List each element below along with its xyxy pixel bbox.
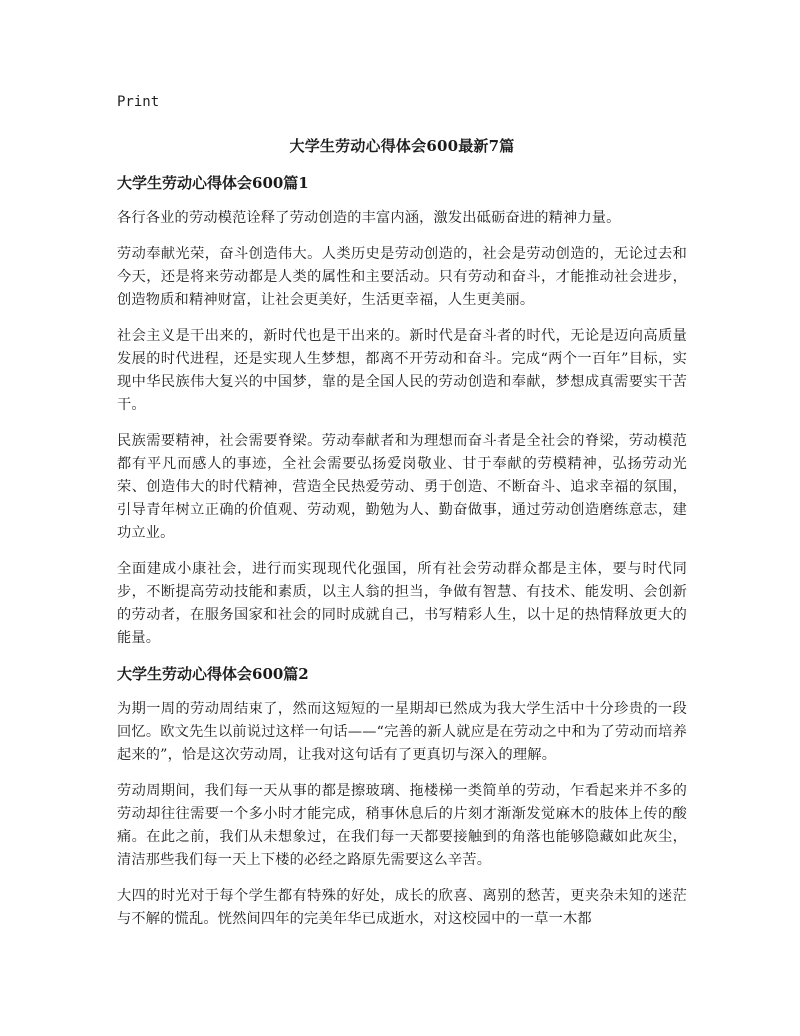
document-title: 大学生劳动心得体会600最新7篇 bbox=[289, 137, 515, 155]
document-body bbox=[117, 172, 687, 944]
print-label: Print bbox=[117, 94, 160, 110]
paragraph: 社会主义是干出来的，新时代也是干出来的。新时代是奋斗者的时代，无论是迈向高质量发展的时代进程，还是实现人生梦想，都离不开劳动和奋斗。完成“两个一百年”目标，实现中华民族伟大复兴的中国梦，靠的是全国人民的劳动创造和奉献，梦想成真需要实干苦干。 bbox=[117, 328, 687, 413]
paragraph: 劳动周期间，我们每一天从事的都是擦玻璃、拖楼梯一类简单的劳动，乍看起来并不多的劳动却往往需要一个多小时才能完成，稍事休息后的片刻才渐渐发觉麻木的肢体上传的酸痛。在此之前，我们从未想象过，在我们每一天都要接触到的角落也能够隐藏如此灰尘，清洁那些我们每一天上下楼的必经之路原先需要这么辛苦。 bbox=[117, 783, 687, 868]
paragraph: 为期一周的劳动周结束了，然而这短短的一星期却已然成为我大学生活中十分珍贵的一段回忆。欧文先生以前说过这样一句话——“完善的新人就应是在劳动之中和为了劳动而培养起来的”，恰是这次劳动周，让我对这句话有了更真切与深入的理解。 bbox=[117, 701, 687, 763]
paragraph: 劳动奉献光荣，奋斗创造伟大。人类历史是劳动创造的，社会是劳动创造的，无论过去和今天，还是将来劳动都是人类的属性和主要活动。只有劳动和奋斗，才能推动社会进步，创造物质和精神财富，让社会更美好，生活更幸福，人生更美丽。 bbox=[117, 246, 687, 308]
paragraph: 民族需要精神，社会需要脊梁。劳动奉献者和为理想而奋斗者是全社会的脊梁，劳动模范都有平凡而感人的事迹，全社会需要弘扬爱岗敬业、甘于奉献的劳模精神，弘扬劳动光荣、创造伟大的时代精神，营造全民热爱劳动、勇于创造、不断奋斗、追求幸福的氛围，引导青年树立正确的价值观、劳动观，勤勉为人、勤奋做事，通过劳动创造磨练意志，建功立业。 bbox=[117, 433, 687, 541]
paragraph: 各行各业的劳动模范诠释了劳动创造的丰富内涵，激发出砥砺奋进的精神力量。 bbox=[117, 210, 621, 226]
paragraph: 大四的时光对于每个学生都有特殊的好处，成长的欣喜、离别的愁苦，更夹杂未知的迷茫与不解的慌乱。恍然间四年的完美年华已成逝水，对这校园中的一草一木都 bbox=[117, 888, 687, 927]
section-1 bbox=[117, 172, 687, 650]
section-heading: 大学生劳动心得体会600篇1 bbox=[117, 174, 309, 192]
section-heading: 大学生劳动心得体会600篇2 bbox=[117, 665, 309, 683]
paragraph: 全面建成小康社会，进行而实现现代化强国，所有社会劳动群众都是主体，要与时代同步，不断提高劳动技能和素质，以主人翁的担当，争做有智慧、有技术、能发明、会创新的劳动者，在服务国家和社会的同时成就自己，书写精彩人生，以十足的热情释放更大的能量。 bbox=[117, 561, 687, 646]
section-2 bbox=[117, 663, 687, 931]
